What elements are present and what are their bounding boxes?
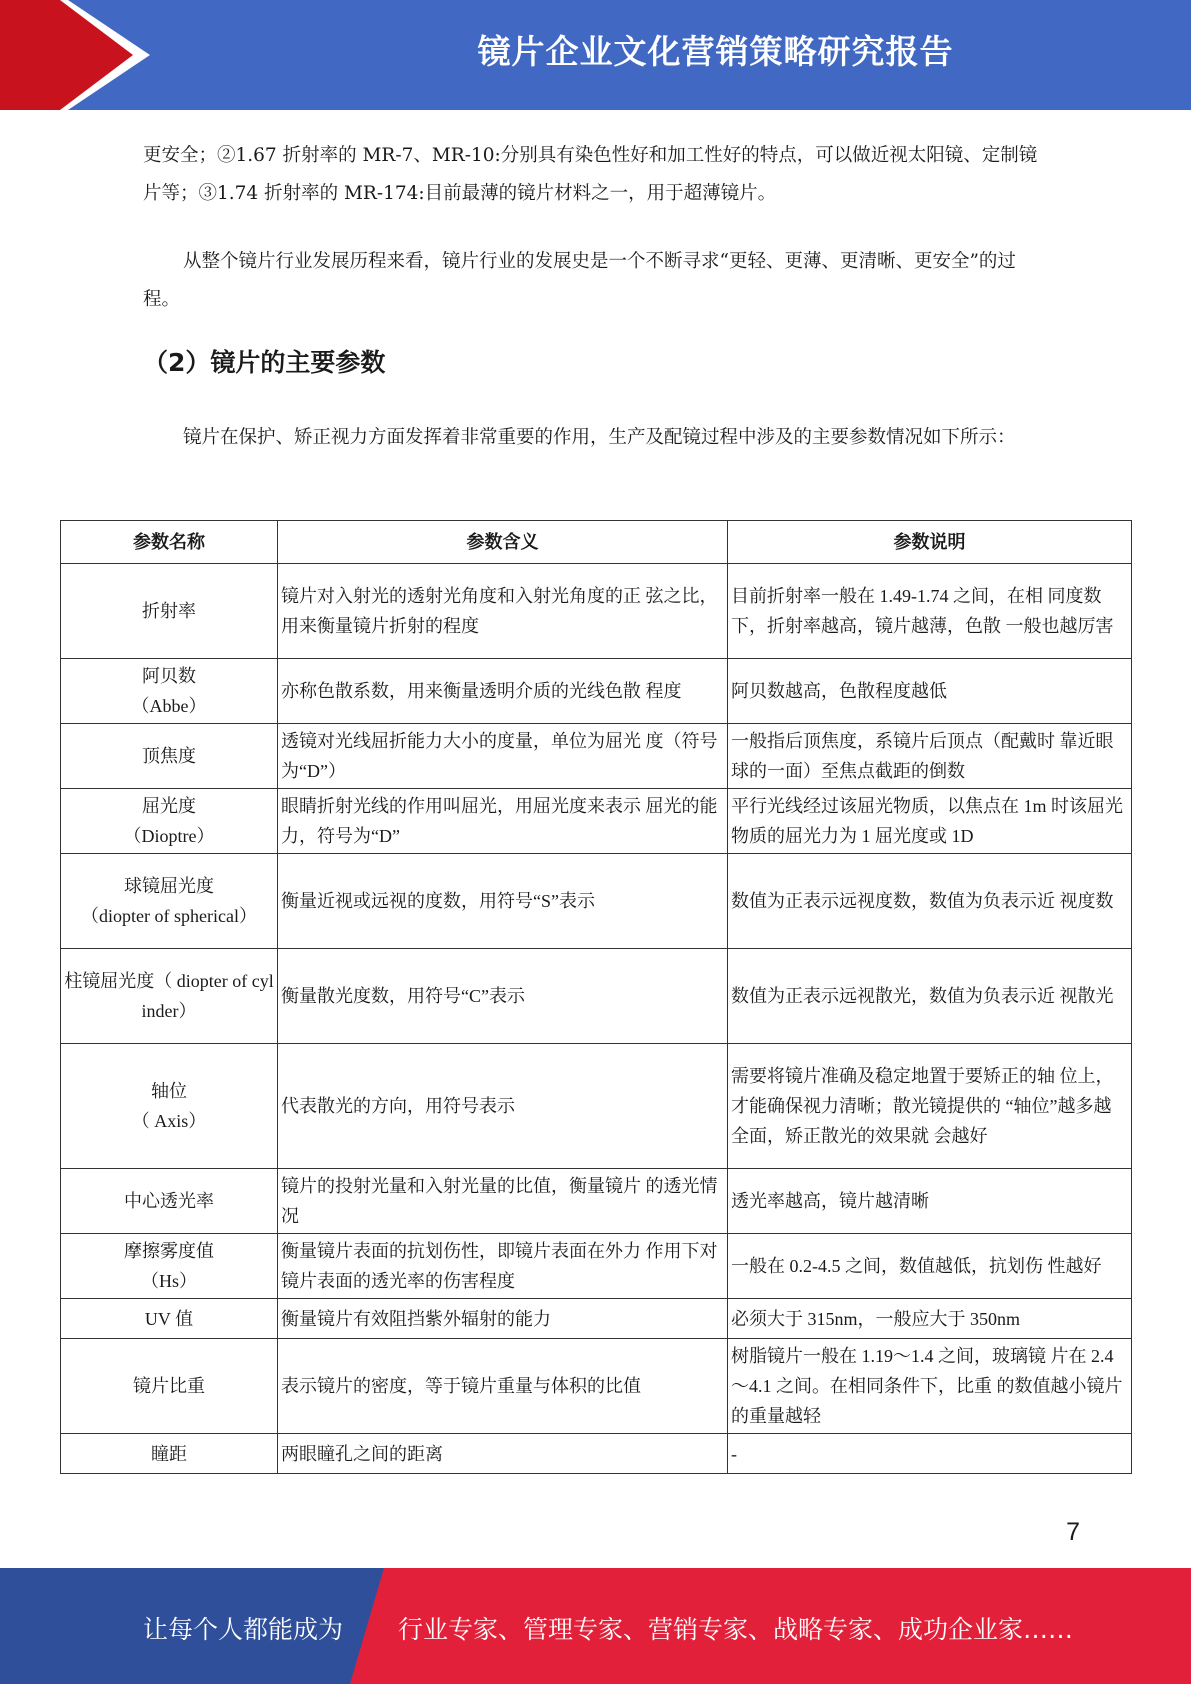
table-row [61, 1169, 1132, 1234]
param-meaning-cell: 衡量镜片有效阻挡紫外辐射的能力 [278, 1299, 728, 1339]
param-description-cell: 需要将镜片准确及稳定地置于要矫正的轴 位上，才能确保视力清晰；散光镜提供的 “轴位”越多越全面，矫正散光的效果就 会越好 [728, 1044, 1132, 1169]
table-row [61, 949, 1132, 1044]
param-description-cell: 透光率越高，镜片越清晰 [728, 1169, 1132, 1234]
header-param-description: 参数说明 [728, 521, 1132, 564]
table-row [61, 1299, 1132, 1339]
param-description-cell: 目前折射率一般在 1.49-1.74 之间，在相 同度数下，折射率越高，镜片越薄，色散 一般也越厉害 [728, 564, 1132, 659]
param-description-cell: - [728, 1434, 1132, 1474]
table-body [61, 564, 1132, 1474]
param-name-cell: 阿贝数 （Abbe） [61, 659, 278, 724]
param-name-cell: 屈光度 （Dioptre） [61, 789, 278, 854]
page-header [0, 0, 1191, 110]
footer-slogan-left: 让每个人都能成为 [143, 1615, 344, 1644]
param-description-cell: 一般指后顶焦度，系镜片后顶点（配戴时 靠近眼球的一面）至焦点截距的倒数 [728, 724, 1132, 789]
param-meaning-cell: 镜片的投射光量和入射光量的比值，衡量镜片 的透光情况 [278, 1169, 728, 1234]
table-row [61, 724, 1132, 789]
paragraph-continuation: 更安全；②1.67 折射率的 MR-7、MR-10:分别具有染色性好和加工性好的特点，可以做近视太阳镜、定制镜片等；③1.74 折射率的 MR-174:目前最薄的镜片材料之一，用于超薄镜片。 [143, 145, 1038, 204]
param-meaning-cell: 透镜对光线屈折能力大小的度量，单位为屈光 度（符号为“D”） [278, 724, 728, 789]
param-name-cell: 镜片比重 [61, 1339, 278, 1434]
param-name-cell: 顶焦度 [61, 724, 278, 789]
header-param-meaning: 参数含义 [278, 521, 728, 564]
param-description-cell: 必须大于 315nm，一般应大于 350nm [728, 1299, 1132, 1339]
param-meaning-cell: 代表散光的方向，用符号表示 [278, 1044, 728, 1169]
header-param-name: 参数名称 [61, 521, 278, 564]
param-name-cell: 折射率 [61, 564, 278, 659]
table-row [61, 1234, 1132, 1299]
page-number: 7 [1066, 1518, 1080, 1546]
page-footer [0, 1568, 1191, 1684]
table-row [61, 564, 1132, 659]
param-meaning-cell: 眼睛折射光线的作用叫屈光，用屈光度来表示 屈光的能力，符号为“D” [278, 789, 728, 854]
param-description-cell: 一般在 0.2-4.5 之间，数值越低，抗划伤 性越好 [728, 1234, 1132, 1299]
footer-slogan-right: 行业专家、管理专家、营销专家、战略专家、成功企业家…… [398, 1615, 1074, 1644]
param-name-cell: 中心透光率 [61, 1169, 278, 1234]
param-meaning-cell: 两眼瞳孔之间的距离 [278, 1434, 728, 1474]
param-meaning-cell: 表示镜片的密度，等于镜片重量与体积的比值 [278, 1339, 728, 1434]
param-meaning-cell: 镜片对入射光的透射光角度和入射光角度的正 弦之比，用来衡量镜片折射的程度 [278, 564, 728, 659]
param-name-cell: 球镜屈光度 （diopter of spherical） [61, 854, 278, 949]
param-description-cell: 树脂镜片一般在 1.19～1.4 之间，玻璃镜 片在 2.4～4.1 之间。在相同条件下，比重 的数值越小镜片的重量越轻 [728, 1339, 1132, 1434]
param-name-cell: 摩擦雾度值 （Hs） [61, 1234, 278, 1299]
table-row [61, 854, 1132, 949]
param-meaning-cell: 衡量近视或远视的度数，用符号“S”表示 [278, 854, 728, 949]
param-name-cell: 柱镜屈光度（ diopter of cylinder） [61, 949, 278, 1044]
param-name-cell: 瞳距 [61, 1434, 278, 1474]
table-row [61, 789, 1132, 854]
paragraph-industry-history: 从整个镜片行业发展历程来看，镜片行业的发展史是一个不断寻求“更轻、更薄、更清晰、更安全”的过程。 [143, 251, 1016, 310]
param-meaning-cell: 亦称色散系数，用来衡量透明介质的光线色散 程度 [278, 659, 728, 724]
param-name-cell: UV 值 [61, 1299, 278, 1339]
table-header-row [61, 521, 1132, 564]
param-name-cell: 轴位 （ Axis） [61, 1044, 278, 1169]
table-row [61, 659, 1132, 724]
param-description-cell: 平行光线经过该屈光物质，以焦点在 1m 时该屈光物质的屈光力为 1 屈光度或 1D [728, 789, 1132, 854]
table-row [61, 1044, 1132, 1169]
parameters-table [60, 520, 1132, 1474]
table-row [61, 1434, 1132, 1474]
param-description-cell: 数值为正表示远视度数，数值为负表示近 视度数 [728, 854, 1132, 949]
section-heading: （2）镜片的主要参数 [143, 348, 386, 377]
table-row [61, 1339, 1132, 1434]
param-meaning-cell: 衡量散光度数，用符号“C”表示 [278, 949, 728, 1044]
report-title: 镜片企业文化营销策略研究报告 [477, 32, 954, 71]
param-meaning-cell: 衡量镜片表面的抗划伤性，即镜片表面在外力 作用下对镜片表面的透光率的伤害程度 [278, 1234, 728, 1299]
section-intro: 镜片在保护、矫正视力方面发挥着非常重要的作用，生产及配镜过程中涉及的主要参数情况如下所示： [183, 427, 1016, 448]
param-description-cell: 阿贝数越高，色散程度越低 [728, 659, 1132, 724]
param-description-cell: 数值为正表示远视散光，数值为负表示近 视散光 [728, 949, 1132, 1044]
